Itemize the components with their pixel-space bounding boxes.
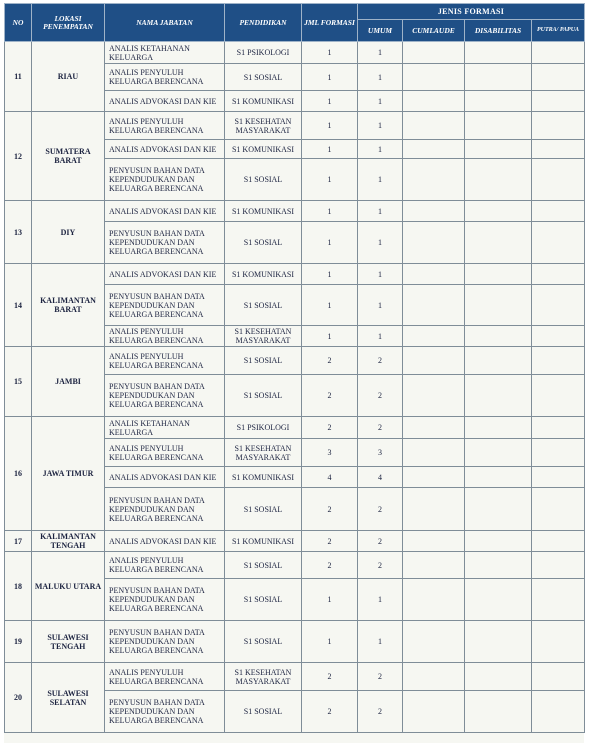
disability-formation <box>465 347 532 375</box>
general-formation: 2 <box>358 663 403 691</box>
papua-formation <box>532 691 585 733</box>
general-formation: 1 <box>358 112 403 140</box>
row-number: 11 <box>5 42 32 112</box>
placement-location: DIY <box>32 201 105 264</box>
education: S1 KESEHATAN MASYARAKAT <box>225 663 302 691</box>
total-formation: 2 <box>302 663 358 691</box>
education: S1 KESEHATAN MASYARAKAT <box>225 112 302 140</box>
papua-formation <box>532 222 585 264</box>
job-title: ANALIS ADVOKASI DAN KIE <box>105 91 225 112</box>
total-formation: 1 <box>302 42 358 64</box>
job-title: PENYUSUN BAHAN DATA KEPENDUDUKAN DAN KELUARGA BERENCANA <box>105 222 225 264</box>
placement-location: MALUKU UTARA <box>32 552 105 621</box>
total-formation: 2 <box>302 417 358 439</box>
job-title: PENYUSUN BAHAN DATA KEPENDUDUKAN DAN KELUARGA BERENCANA <box>105 621 225 663</box>
general-formation: 1 <box>358 64 403 91</box>
general-formation: 1 <box>358 285 403 326</box>
total-formation: 1 <box>302 91 358 112</box>
disability-formation <box>465 285 532 326</box>
header-umum: UMUM <box>358 20 403 42</box>
cumlaude-formation <box>403 417 465 439</box>
cumlaude-formation <box>403 375 465 417</box>
education: S1 KESEHATAN MASYARAKAT <box>225 326 302 347</box>
papua-formation <box>532 347 585 375</box>
cumlaude-formation <box>403 91 465 112</box>
education: S1 SOSIAL <box>225 552 302 579</box>
general-formation: 1 <box>358 621 403 663</box>
table-row <box>5 552 585 579</box>
cumlaude-formation <box>403 222 465 264</box>
header-jabatan: NAMA JABATAN <box>105 4 225 42</box>
table-row <box>5 42 585 64</box>
table-row <box>5 347 585 375</box>
education: S1 SOSIAL <box>225 222 302 264</box>
papua-formation <box>532 579 585 621</box>
total-formation: 2 <box>302 375 358 417</box>
placement-location: JAMBI <box>32 347 105 417</box>
table-row <box>5 201 585 222</box>
education: S1 SOSIAL <box>225 488 302 531</box>
general-formation: 1 <box>358 264 403 285</box>
job-title: ANALIS KETAHANAN KELUARGA <box>105 42 225 64</box>
education: S1 SOSIAL <box>225 347 302 375</box>
table-row <box>5 663 585 691</box>
papua-formation <box>532 285 585 326</box>
formation-table <box>4 3 585 733</box>
placement-location: SULAWESI SELATAN <box>32 663 105 733</box>
education: S1 SOSIAL <box>225 621 302 663</box>
cumlaude-formation <box>403 201 465 222</box>
row-number: 20 <box>5 663 32 733</box>
disability-formation <box>465 621 532 663</box>
cumlaude-formation <box>403 264 465 285</box>
total-formation: 1 <box>302 140 358 159</box>
header-disabilitas: DISABILITAS <box>465 20 532 42</box>
total-formation: 1 <box>302 579 358 621</box>
disability-formation <box>465 691 532 733</box>
papua-formation <box>532 439 585 467</box>
placement-location: KALIMANTAN TENGAH <box>32 531 105 552</box>
job-title: ANALIS ADVOKASI DAN KIE <box>105 467 225 488</box>
papua-formation <box>532 42 585 64</box>
education: S1 KOMUNIKASI <box>225 140 302 159</box>
general-formation: 1 <box>358 326 403 347</box>
disability-formation <box>465 222 532 264</box>
placement-location: SUMATERA BARAT <box>32 112 105 201</box>
cumlaude-formation <box>403 112 465 140</box>
job-title: PENYUSUN BAHAN DATA KEPENDUDUKAN DAN KELUARGA BERENCANA <box>105 488 225 531</box>
cumlaude-formation <box>403 488 465 531</box>
disability-formation <box>465 663 532 691</box>
general-formation: 2 <box>358 347 403 375</box>
education: S1 KOMUNIKASI <box>225 531 302 552</box>
job-title: PENYUSUN BAHAN DATA KEPENDUDUKAN DAN KELUARGA BERENCANA <box>105 579 225 621</box>
general-formation: 2 <box>358 417 403 439</box>
general-formation: 2 <box>358 488 403 531</box>
table-row <box>5 531 585 552</box>
cumlaude-formation <box>403 285 465 326</box>
education: S1 SOSIAL <box>225 375 302 417</box>
total-formation: 4 <box>302 467 358 488</box>
job-title: ANALIS PENYULUH KELUARGA BERENCANA <box>105 347 225 375</box>
disability-formation <box>465 375 532 417</box>
papua-formation <box>532 375 585 417</box>
disability-formation <box>465 42 532 64</box>
papua-formation <box>532 64 585 91</box>
education: S1 SOSIAL <box>225 64 302 91</box>
header-cumlaude: CUMLAUDE <box>403 20 465 42</box>
disability-formation <box>465 326 532 347</box>
job-title: PENYUSUN BAHAN DATA KEPENDUDUKAN DAN KELUARGA BERENCANA <box>105 159 225 201</box>
job-title: PENYUSUN BAHAN DATA KEPENDUDUKAN DAN KELUARGA BERENCANA <box>105 375 225 417</box>
row-number: 14 <box>5 264 32 347</box>
cumlaude-formation <box>403 42 465 64</box>
cumlaude-formation <box>403 140 465 159</box>
papua-formation <box>532 91 585 112</box>
cumlaude-formation <box>403 579 465 621</box>
total-formation: 1 <box>302 64 358 91</box>
table-body <box>5 42 585 733</box>
disability-formation <box>465 140 532 159</box>
general-formation: 4 <box>358 467 403 488</box>
cumlaude-formation <box>403 159 465 201</box>
header-jenis-formasi: JENIS FORMASI <box>358 4 585 20</box>
job-title: PENYUSUN BAHAN DATA KEPENDUDUKAN DAN KELUARGA BERENCANA <box>105 691 225 733</box>
table-row <box>5 417 585 439</box>
general-formation: 3 <box>358 439 403 467</box>
education: S1 KOMUNIKASI <box>225 201 302 222</box>
total-formation: 1 <box>302 264 358 285</box>
header-pendidikan: PENDIDIKAN <box>225 4 302 42</box>
total-formation: 2 <box>302 347 358 375</box>
cumlaude-formation <box>403 467 465 488</box>
disability-formation <box>465 579 532 621</box>
education: S1 KOMUNIKASI <box>225 91 302 112</box>
total-formation: 1 <box>302 326 358 347</box>
disability-formation <box>465 91 532 112</box>
general-formation: 1 <box>358 42 403 64</box>
row-number: 15 <box>5 347 32 417</box>
papua-formation <box>532 621 585 663</box>
cumlaude-formation <box>403 326 465 347</box>
row-number: 17 <box>5 531 32 552</box>
job-title: ANALIS PENYULUH KELUARGA BERENCANA <box>105 326 225 347</box>
total-formation: 2 <box>302 552 358 579</box>
job-title: ANALIS ADVOKASI DAN KIE <box>105 531 225 552</box>
general-formation: 1 <box>358 91 403 112</box>
total-formation: 1 <box>302 112 358 140</box>
disability-formation <box>465 417 532 439</box>
row-number: 18 <box>5 552 32 621</box>
education: S1 SOSIAL <box>225 579 302 621</box>
papua-formation <box>532 201 585 222</box>
education: S1 PSIKOLOGI <box>225 417 302 439</box>
job-title: PENYUSUN BAHAN DATA KEPENDUDUKAN DAN KELUARGA BERENCANA <box>105 285 225 326</box>
table-row <box>5 112 585 140</box>
cumlaude-formation <box>403 621 465 663</box>
disability-formation <box>465 201 532 222</box>
general-formation: 1 <box>358 222 403 264</box>
general-formation: 2 <box>358 531 403 552</box>
placement-location: JAWA TIMUR <box>32 417 105 531</box>
papua-formation <box>532 552 585 579</box>
disability-formation <box>465 488 532 531</box>
total-formation: 1 <box>302 621 358 663</box>
cumlaude-formation <box>403 531 465 552</box>
papua-formation <box>532 112 585 140</box>
header-jml-formasi: JML FORMASI <box>302 4 358 42</box>
job-title: ANALIS PENYULUH KELUARGA BERENCANA <box>105 439 225 467</box>
general-formation: 2 <box>358 375 403 417</box>
disability-formation <box>465 467 532 488</box>
total-formation: 1 <box>302 222 358 264</box>
job-title: ANALIS PENYULUH KELUARGA BERENCANA <box>105 663 225 691</box>
job-title: ANALIS ADVOKASI DAN KIE <box>105 201 225 222</box>
education: S1 SOSIAL <box>225 285 302 326</box>
total-formation: 2 <box>302 691 358 733</box>
disability-formation <box>465 531 532 552</box>
total-formation: 2 <box>302 488 358 531</box>
table-row <box>5 264 585 285</box>
education: S1 KESEHATAN MASYARAKAT <box>225 439 302 467</box>
formation-table-sheet <box>4 3 584 743</box>
cumlaude-formation <box>403 439 465 467</box>
header-no: NO <box>5 4 32 42</box>
row-number: 13 <box>5 201 32 264</box>
total-formation: 1 <box>302 285 358 326</box>
disability-formation <box>465 439 532 467</box>
papua-formation <box>532 467 585 488</box>
education: S1 KOMUNIKASI <box>225 467 302 488</box>
papua-formation <box>532 488 585 531</box>
placement-location: KALIMANTAN BARAT <box>32 264 105 347</box>
job-title: ANALIS ADVOKASI DAN KIE <box>105 140 225 159</box>
education: S1 SOSIAL <box>225 691 302 733</box>
row-number: 19 <box>5 621 32 663</box>
placement-location: RIAU <box>32 42 105 112</box>
papua-formation <box>532 417 585 439</box>
papua-formation <box>532 264 585 285</box>
papua-formation <box>532 663 585 691</box>
header-lokasi: LOKASI PENEMPATAN <box>32 4 105 42</box>
disability-formation <box>465 112 532 140</box>
education: S1 PSIKOLOGI <box>225 42 302 64</box>
general-formation: 1 <box>358 579 403 621</box>
disability-formation <box>465 64 532 91</box>
cumlaude-formation <box>403 663 465 691</box>
job-title: ANALIS ADVOKASI DAN KIE <box>105 264 225 285</box>
header-putra-papua: PUTRA/ PAPUA <box>532 20 585 42</box>
total-formation: 1 <box>302 159 358 201</box>
job-title: ANALIS PENYULUH KELUARGA BERENCANA <box>105 64 225 91</box>
cumlaude-formation <box>403 347 465 375</box>
job-title: ANALIS KETAHANAN KELUARGA <box>105 417 225 439</box>
disability-formation <box>465 552 532 579</box>
general-formation: 1 <box>358 159 403 201</box>
cumlaude-formation <box>403 691 465 733</box>
general-formation: 2 <box>358 691 403 733</box>
table-header <box>5 4 585 42</box>
papua-formation <box>532 326 585 347</box>
job-title: ANALIS PENYULUH KELUARGA BERENCANA <box>105 112 225 140</box>
education: S1 KOMUNIKASI <box>225 264 302 285</box>
papua-formation <box>532 531 585 552</box>
general-formation: 2 <box>358 552 403 579</box>
table-row <box>5 621 585 663</box>
cumlaude-formation <box>403 64 465 91</box>
cumlaude-formation <box>403 552 465 579</box>
job-title: ANALIS PENYULUH KELUARGA BERENCANA <box>105 552 225 579</box>
row-number: 16 <box>5 417 32 531</box>
disability-formation <box>465 264 532 285</box>
row-number: 12 <box>5 112 32 201</box>
general-formation: 1 <box>358 201 403 222</box>
disability-formation <box>465 159 532 201</box>
papua-formation <box>532 159 585 201</box>
total-formation: 3 <box>302 439 358 467</box>
general-formation: 1 <box>358 140 403 159</box>
placement-location: SULAWESI TENGAH <box>32 621 105 663</box>
total-formation: 2 <box>302 531 358 552</box>
total-formation: 1 <box>302 201 358 222</box>
education: S1 SOSIAL <box>225 159 302 201</box>
papua-formation <box>532 140 585 159</box>
